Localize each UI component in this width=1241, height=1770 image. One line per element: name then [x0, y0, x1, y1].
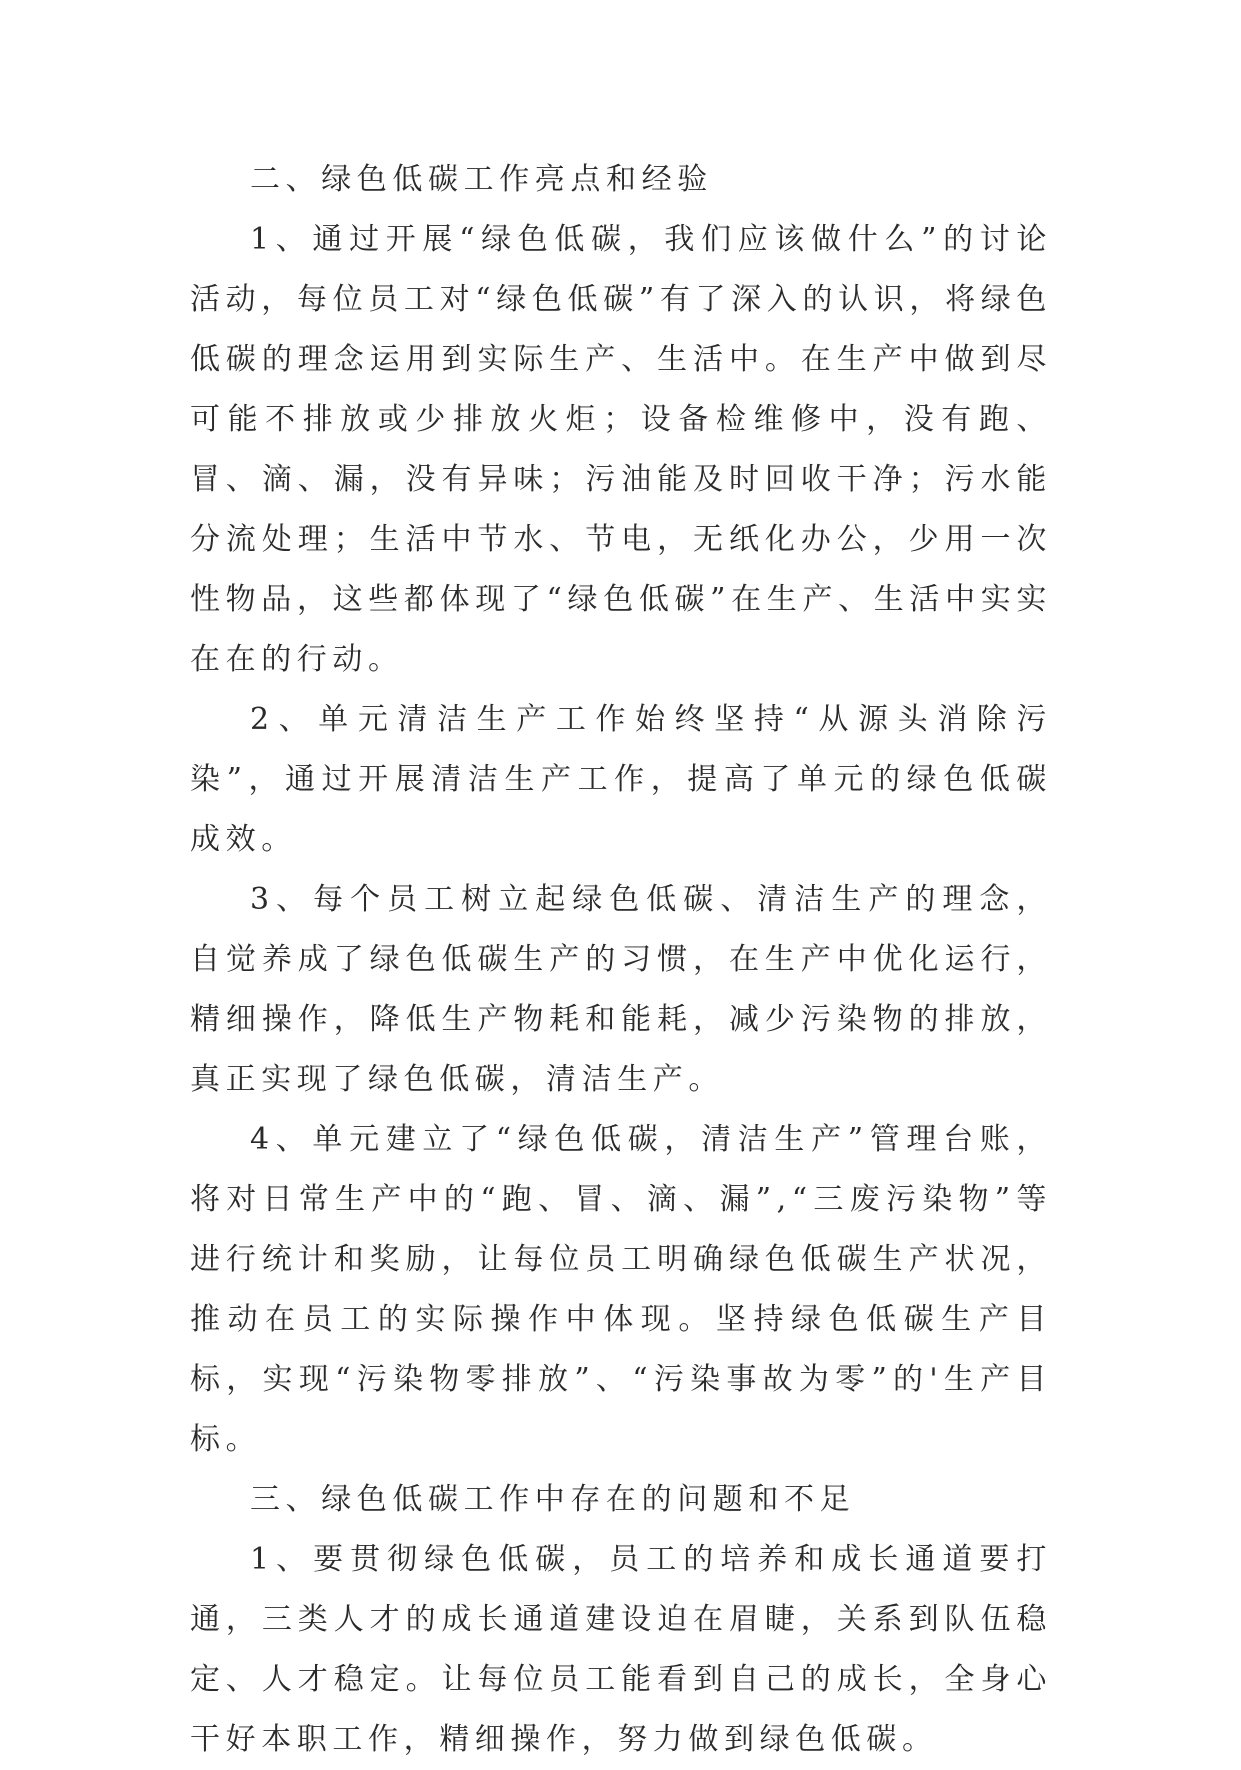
paragraph-highlight-1: 1、通过开展“绿色低碳，我们应该做什么”的讨论活动，每位员工对“绿色低碳”有了深入的认识，将绿色低碳的理念运用到实际生产、生活中。在生产中做到尽可能不排放或少排放火炬；设备检维修中，没有跑、冒、滴、漏，没有异味；污油能及时回收干净；污水能分流处理；生活中节水、节电，无纸化办公，少用一次性物品，这些都体现了“绿色低碳”在生产、生活中实实在在的行动。	[190, 222, 1052, 677]
section-heading-problems: 三、绿色低碳工作中存在的问题和不足	[250, 1482, 856, 1517]
document-page	[190, 150, 1052, 1770]
paragraph-highlight-3: 3、每个员工树立起绿色低碳、清洁生产的理念，自觉养成了绿色低碳生产的习惯，在生产中优化运行，精细操作，降低生产物耗和能耗，减少污染物的排放，真正实现了绿色低碳，清洁生产。	[190, 882, 1052, 1097]
paragraph-highlight-4: 4、单元建立了“绿色低碳，清洁生产”管理台账，将对日常生产中的“跑、冒、滴、漏”,“三废污染物”等进行统计和奖励，让每位员工明确绿色低碳生产状况，推动在员工的实际操作中体现。坚持绿色低碳生产目标，实现“污染物零排放”、“污染事故为零”的'生产目标。	[190, 1122, 1052, 1457]
paragraph-problem-1: 1、要贯彻绿色低碳，员工的培养和成长通道要打通，三类人才的成长通道建设迫在眉睫，关系到队伍稳定、人才稳定。让每位员工能看到自己的成长，全身心干好本职工作，精细操作，努力做到绿色低碳。	[190, 1542, 1052, 1757]
section-heading-highlights: 二、绿色低碳工作亮点和经验	[250, 162, 713, 197]
paragraph-highlight-2: 2、单元清洁生产工作始终坚持“从源头消除污染”，通过开展清洁生产工作，提高了单元的绿色低碳成效。	[190, 702, 1052, 857]
